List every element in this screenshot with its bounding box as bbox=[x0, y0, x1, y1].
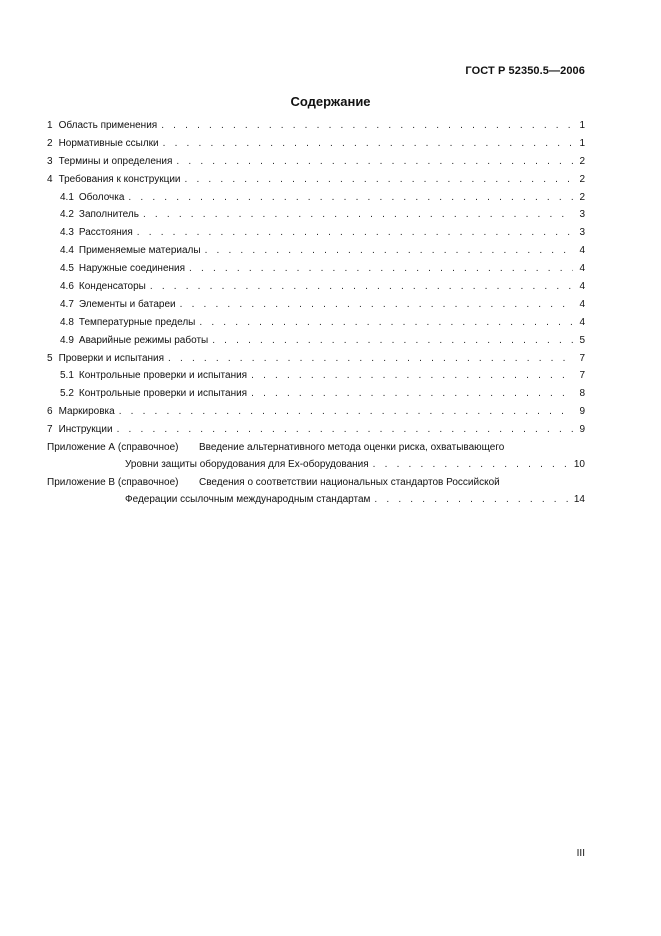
toc-entry-text: Аварийные режимы работы bbox=[78, 334, 209, 346]
toc-leader-dots bbox=[185, 174, 573, 185]
table-of-contents bbox=[47, 120, 585, 512]
toc-entry-text: Расстояния bbox=[78, 227, 133, 239]
page-number: III bbox=[576, 848, 585, 859]
toc-entry-text: Элементы и батареи bbox=[78, 298, 176, 310]
toc-entry-text: Термины и определения bbox=[58, 155, 173, 167]
toc-entry[interactable] bbox=[47, 299, 585, 317]
toc-entry-text: Конденсаторы bbox=[78, 281, 146, 293]
toc-entry-number: 4.2 bbox=[60, 209, 74, 221]
toc-leader-dots bbox=[150, 281, 573, 292]
toc-entry[interactable] bbox=[47, 317, 585, 335]
toc-entry-number: 2 bbox=[47, 137, 53, 149]
toc-entry[interactable] bbox=[47, 263, 585, 281]
toc-entry[interactable] bbox=[47, 388, 585, 406]
toc-entry-text: Наружные соединения bbox=[78, 263, 186, 275]
document-code: ГОСТ Р 52350.5—2006 bbox=[465, 65, 585, 77]
toc-entry-text: Нормативные ссылки bbox=[58, 137, 159, 149]
appendix-title-line2: Федерации ссылочным международным стандартам bbox=[125, 494, 371, 506]
toc-entry-text: Оболочка bbox=[78, 191, 125, 203]
toc-entry[interactable] bbox=[47, 281, 585, 299]
toc-entry[interactable] bbox=[47, 353, 585, 371]
toc-entry-number: 6 bbox=[47, 406, 53, 418]
toc-entry-text: Проверки и испытания bbox=[58, 352, 165, 364]
toc-leader-dots bbox=[180, 299, 573, 310]
toc-entry-number: 4.7 bbox=[60, 298, 74, 310]
toc-entry-number: 4.9 bbox=[60, 334, 74, 346]
toc-entry[interactable] bbox=[47, 406, 585, 424]
toc-entry-number: 4.5 bbox=[60, 263, 74, 275]
toc-entry[interactable] bbox=[47, 227, 585, 245]
toc-entry-text: Контрольные проверки и испытания bbox=[78, 388, 248, 400]
appendix-label: Приложение А (справочное) bbox=[47, 442, 179, 454]
toc-entry-number: 5.1 bbox=[60, 370, 74, 382]
toc-leader-dots bbox=[251, 370, 573, 381]
toc-entry-number: 4.8 bbox=[60, 316, 74, 328]
appendix-title-line2: Уровни защиты оборудования для Ex-оборудования bbox=[125, 459, 369, 471]
toc-entry-page: 2 bbox=[579, 155, 585, 167]
toc-leader-dots bbox=[373, 459, 570, 470]
toc-entry-text: Контрольные проверки и испытания bbox=[78, 370, 248, 382]
appendix-label: Приложение В (справочное) bbox=[47, 477, 179, 489]
toc-leader-dots bbox=[128, 192, 573, 203]
toc-entry-page: 4 bbox=[579, 298, 585, 310]
toc-entry[interactable] bbox=[47, 192, 585, 210]
toc-entry[interactable] bbox=[47, 156, 585, 174]
toc-leader-dots bbox=[143, 209, 573, 220]
toc-entry-text: Требования к конструкции bbox=[58, 173, 181, 185]
toc-leader-dots bbox=[374, 494, 569, 505]
toc-entry-page: 1 bbox=[579, 137, 585, 149]
appendix-page: 14 bbox=[573, 494, 585, 506]
toc-entry-text: Инструкции bbox=[58, 424, 113, 436]
toc-entry-page: 8 bbox=[579, 388, 585, 400]
toc-entry-number: 5 bbox=[47, 352, 53, 364]
toc-entry-number: 4.3 bbox=[60, 227, 74, 239]
toc-entry-number: 4.1 bbox=[60, 191, 74, 203]
toc-leader-dots bbox=[117, 424, 573, 435]
toc-entry[interactable] bbox=[47, 335, 585, 353]
toc-entry-number: 7 bbox=[47, 424, 53, 436]
toc-entry-number: 4.6 bbox=[60, 281, 74, 293]
toc-entry-text: Применяемые материалы bbox=[78, 245, 201, 257]
toc-entry[interactable] bbox=[47, 424, 585, 442]
toc-entry-page: 1 bbox=[579, 120, 585, 131]
toc-entry[interactable] bbox=[47, 245, 585, 263]
toc-leader-dots bbox=[163, 138, 573, 149]
toc-entry-page: 9 bbox=[579, 424, 585, 436]
toc-leader-dots bbox=[119, 406, 573, 417]
toc-entry-number: 4.4 bbox=[60, 245, 74, 257]
toc-entry-page: 4 bbox=[579, 245, 585, 257]
toc-entry[interactable] bbox=[47, 209, 585, 227]
toc-entry-page: 7 bbox=[579, 352, 585, 364]
toc-entry-text: Температурные пределы bbox=[78, 316, 196, 328]
toc-entry[interactable] bbox=[47, 120, 585, 138]
toc-entry-number: 1 bbox=[47, 120, 53, 131]
toc-appendix-list bbox=[47, 442, 585, 512]
toc-entry-page: 4 bbox=[579, 281, 585, 293]
toc-leader-dots bbox=[168, 353, 573, 364]
toc-entry-text: Маркировка bbox=[58, 406, 115, 418]
toc-entry[interactable] bbox=[47, 138, 585, 156]
toc-entry-page: 2 bbox=[579, 191, 585, 203]
toc-entry-number: 5.2 bbox=[60, 388, 74, 400]
toc-leader-dots bbox=[199, 317, 573, 328]
appendix-page: 10 bbox=[573, 459, 585, 471]
toc-title: Содержание bbox=[290, 94, 371, 109]
toc-appendix-entry[interactable] bbox=[47, 442, 585, 477]
toc-entry[interactable] bbox=[47, 174, 585, 192]
toc-entry-page: 9 bbox=[579, 406, 585, 418]
toc-entry-page: 4 bbox=[579, 316, 585, 328]
appendix-title-line1: Введение альтернативного метода оценки риска, охватывающего bbox=[199, 442, 505, 454]
toc-entry-text: Область применения bbox=[58, 120, 158, 131]
toc-entry-page: 7 bbox=[579, 370, 585, 382]
toc-appendix-entry[interactable] bbox=[47, 477, 585, 512]
appendix-title-line1: Сведения о соответствии национальных стандартов Российской bbox=[199, 477, 500, 489]
toc-entry-page: 2 bbox=[579, 173, 585, 185]
toc-leader-dots bbox=[212, 335, 573, 346]
toc-entry-text: Заполнитель bbox=[78, 209, 139, 221]
toc-leader-dots bbox=[251, 388, 573, 399]
toc-entry-number: 3 bbox=[47, 155, 53, 167]
toc-entry-page: 4 bbox=[579, 263, 585, 275]
toc-entry-number: 4 bbox=[47, 173, 53, 185]
toc-leader-dots bbox=[137, 227, 573, 238]
toc-entry[interactable] bbox=[47, 370, 585, 388]
toc-entry-page: 3 bbox=[579, 227, 585, 239]
toc-leader-dots bbox=[189, 263, 573, 274]
toc-entry-list bbox=[47, 120, 585, 442]
toc-leader-dots bbox=[176, 156, 573, 167]
toc-entry-page: 5 bbox=[579, 334, 585, 346]
toc-leader-dots bbox=[161, 120, 573, 131]
toc-leader-dots bbox=[205, 245, 573, 256]
toc-entry-page: 3 bbox=[579, 209, 585, 221]
